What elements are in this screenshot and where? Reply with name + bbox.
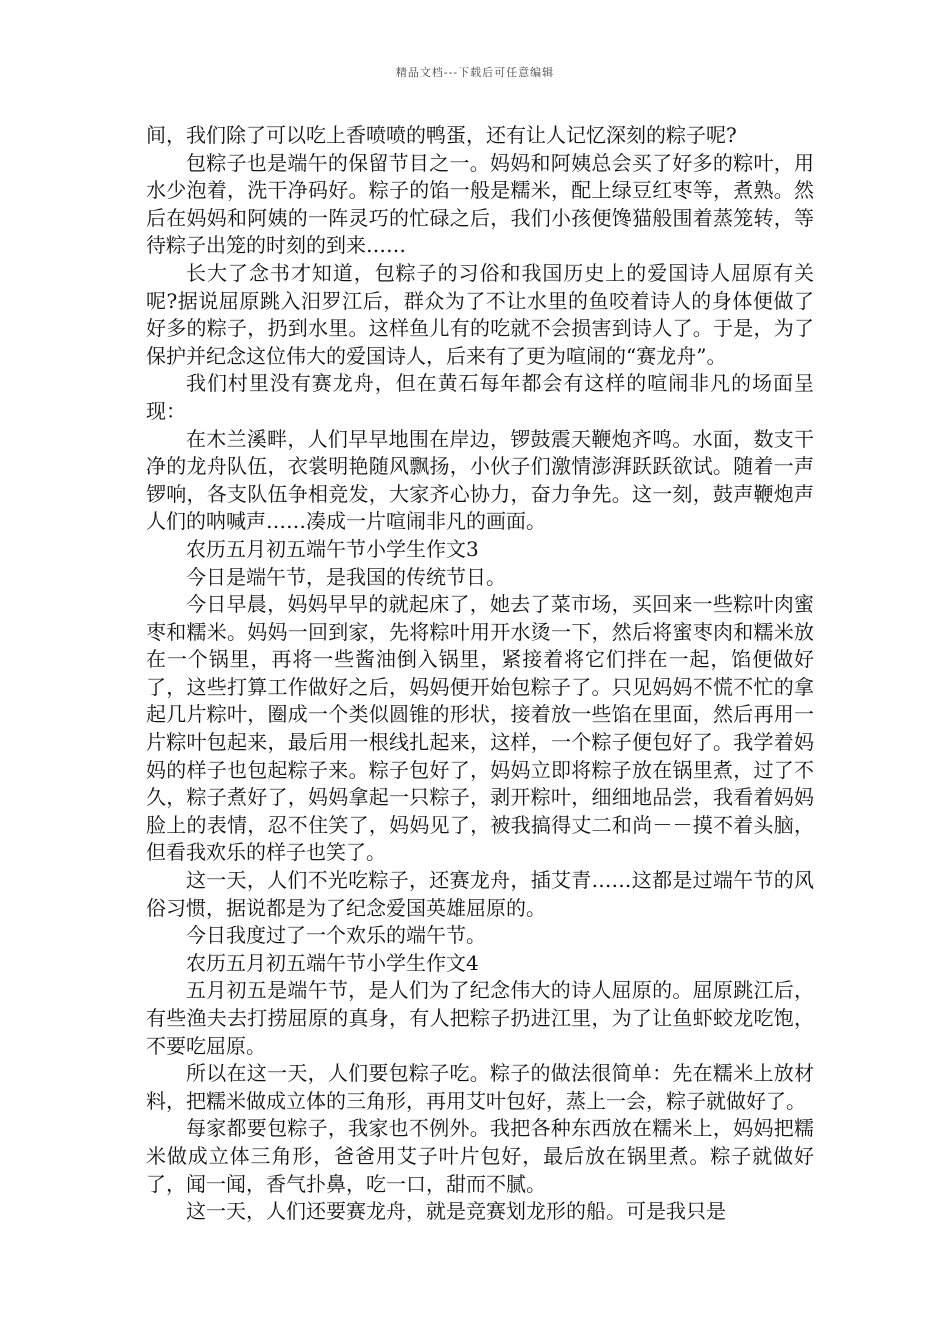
document-body xyxy=(146,122,814,1226)
paragraph: 这一天，人们还要赛龙舟，就是竞赛划龙形的船。可是我只是 xyxy=(186,1199,726,1224)
paragraph: 五月初五是端午节，是人们为了纪念伟大的诗人屈原的。屈原跳江后，有些渔夫去打捞屈原的真身，有人把粽子扔进江里，为了让鱼虾蛟龙吃饱，不要吃屈原。 xyxy=(146,978,814,1058)
paragraph: 所以在这一天，人们要包粽子吃。粽子的做法很简单：先在糯米上放材料，把糯米做成立体的三角形，再用艾叶包好，蒸上一会，粽子就做好了。 xyxy=(146,1061,814,1113)
paragraph: 长大了念书才知道，包粽子的习俗和我国历史上的爱国诗人屈原有关呢?据说屈原跳入汨罗江后，群众为了不让水里的鱼咬着诗人的身体便做了好多的粽子，扔到水里。这样鱼儿有的吃就不会损害到诗人了。于是，为了保护并纪念这位伟大的爱国诗人，后来有了更为喧闹的“赛龙舟”。 xyxy=(146,260,814,368)
paragraph: 今日我度过了一个欢乐的端午节。 xyxy=(186,923,486,948)
paragraph: 这一天，人们不光吃粽子，还赛龙舟，插艾青……这都是过端午节的风俗习惯，据说都是为了纪念爱国英雄屈原的。 xyxy=(146,868,814,920)
paragraph: 在木兰溪畔，人们早早地围在岸边，锣鼓震天鞭炮齐鸣。水面，数支干净的龙舟队伍，衣裳明艳随风飘扬，小伙子们激情澎湃跃跃欲试。随着一声锣响，各支队伍争相竞发，大家齐心协力，奋力争先。这一刻，鼓声鞭炮声人们的呐喊声……凑成一片喧闹非凡的画面。 xyxy=(146,426,814,534)
paragraph: 包粽子也是端午的保留节目之一。妈妈和阿姨总会买了好多的粽叶，用水少泡着，洗干净码好。粽子的馅一般是糯米，配上绿豆红枣等，煮熟。然后在妈妈和阿姨的一阵灵巧的忙碌之后，我们小孩便馋猫般围着蒸笼转，等待粽子出笼的时刻的到来…… xyxy=(146,150,814,258)
paragraph: 间，我们除了可以吃上香喷喷的鸭蛋，还有让人记忆深刻的粽子呢? xyxy=(146,123,737,147)
paragraph: 我们村里没有赛龙舟，但在黄石每年都会有这样的喧闹非凡的场面呈现： xyxy=(146,371,814,423)
paragraph: 每家都要包粽子，我家也不例外。我把各种东西放在糯米上，妈妈把糯米做成立体三角形，爸爸用艾子叶片包好，最后放在锅里煮。粽子就做好了，闻一闻，香气扑鼻，吃一口，甜而不腻。 xyxy=(146,1116,814,1196)
page-header: 精品文档---下载后可任意编辑 xyxy=(395,66,555,79)
essay-title: 农历五月初五端午节小学生作文4 xyxy=(186,950,479,975)
paragraph: 今日早晨，妈妈早早的就起床了，她去了菜市场，买回来一些粽叶肉蜜枣和糯米。妈妈一回到家，先将粽叶用开水烫一下，然后将蜜枣肉和糯米放在一个锅里，再将一些酱油倒入锅里，紧接着将它们拌在一起，馅便做好了，这些打算工作做好之后，妈妈便开始包粽子了。只见妈妈不慌不忙的拿起几片粽叶，圈成一个类似圆锥的形状，接着放一些馅在里面，然后再用一片粽叶包起来，最后用一根线扎起来，这样，一个粽子便包好了。我学着妈妈的样子也包起粽子来。粽子包好了，妈妈立即将粽子放在锅里煮，过了不久，粽子煮好了，妈妈拿起一只粽子，剥开粽叶，细细地品尝，我看着妈妈脸上的表情，忍不住笑了，妈妈见了，被我搞得丈二和尚－－摸不着头脑，但看我欢乐的样子也笑了。 xyxy=(146,592,814,865)
essay-title: 农历五月初五端午节小学生作文3 xyxy=(186,536,479,561)
paragraph: 今日是端午节，是我国的传统节日。 xyxy=(186,564,506,589)
